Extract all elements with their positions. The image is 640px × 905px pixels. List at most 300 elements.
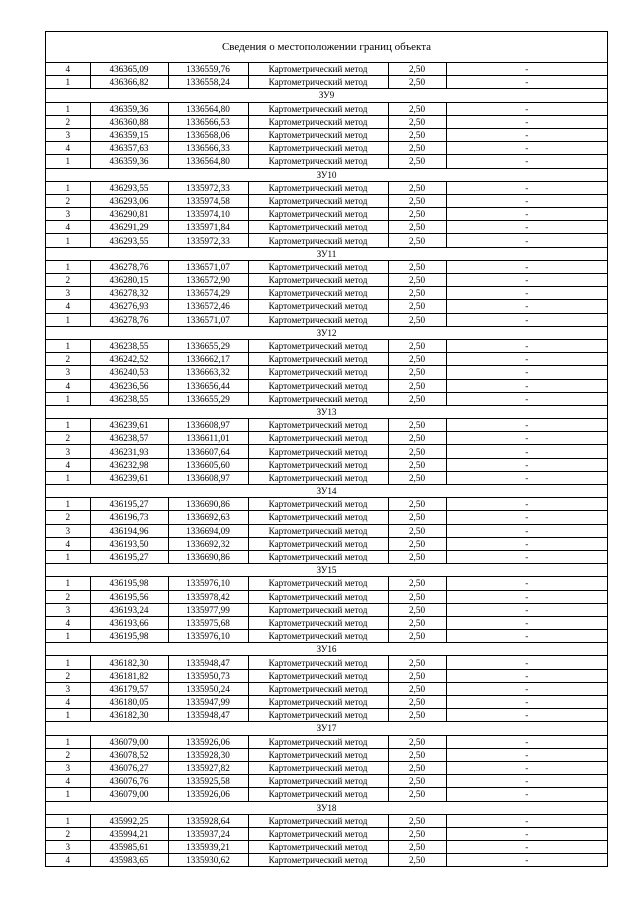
note-cell: - bbox=[446, 761, 607, 774]
method-cell: Картометрический метод bbox=[248, 550, 388, 563]
y-coordinate-cell: 1335976,10 bbox=[168, 577, 248, 590]
table-row bbox=[46, 775, 607, 788]
x-coordinate-cell: 436239,61 bbox=[90, 471, 168, 484]
table-row bbox=[46, 761, 607, 774]
method-cell: Картометрический метод bbox=[248, 445, 388, 458]
accuracy-cell: 2,50 bbox=[388, 498, 446, 511]
method-cell: Картометрический метод bbox=[248, 854, 388, 867]
accuracy-cell: 2,50 bbox=[388, 366, 446, 379]
accuracy-cell: 2,50 bbox=[388, 709, 446, 722]
group-label: ЗУ14 bbox=[46, 485, 607, 498]
method-cell: Картометрический метод bbox=[248, 392, 388, 405]
note-cell: - bbox=[446, 748, 607, 761]
method-cell: Картометрический метод bbox=[248, 682, 388, 695]
group-label: ЗУ13 bbox=[46, 405, 607, 418]
x-coordinate-cell: 436360,88 bbox=[90, 115, 168, 128]
note-cell: - bbox=[446, 102, 607, 115]
method-cell: Картометрический метод bbox=[248, 735, 388, 748]
note-cell: - bbox=[446, 194, 607, 207]
point-number-cell: 1 bbox=[46, 550, 90, 563]
coordinates-table bbox=[46, 63, 607, 866]
table-row bbox=[46, 392, 607, 405]
table-row bbox=[46, 669, 607, 682]
point-number-cell: 1 bbox=[46, 181, 90, 194]
point-number-cell: 1 bbox=[46, 419, 90, 432]
x-coordinate-cell: 436359,15 bbox=[90, 128, 168, 141]
x-coordinate-cell: 436357,63 bbox=[90, 142, 168, 155]
table-row bbox=[46, 577, 607, 590]
accuracy-cell: 2,50 bbox=[388, 471, 446, 484]
method-cell: Картометрический метод bbox=[248, 696, 388, 709]
x-coordinate-cell: 436242,52 bbox=[90, 353, 168, 366]
table-row bbox=[46, 155, 607, 168]
method-cell: Картометрический метод bbox=[248, 775, 388, 788]
point-number-cell: 2 bbox=[46, 353, 90, 366]
y-coordinate-cell: 1336663,32 bbox=[168, 366, 248, 379]
accuracy-cell: 2,50 bbox=[388, 142, 446, 155]
point-number-cell: 3 bbox=[46, 761, 90, 774]
method-cell: Картометрический метод bbox=[248, 208, 388, 221]
note-cell: - bbox=[446, 656, 607, 669]
accuracy-cell: 2,50 bbox=[388, 181, 446, 194]
x-coordinate-cell: 436278,76 bbox=[90, 260, 168, 273]
x-coordinate-cell: 436076,76 bbox=[90, 775, 168, 788]
point-number-cell: 2 bbox=[46, 748, 90, 761]
table-row bbox=[46, 208, 607, 221]
table-row bbox=[46, 115, 607, 128]
table-row bbox=[46, 709, 607, 722]
method-cell: Картометрический метод bbox=[248, 76, 388, 89]
point-number-cell: 1 bbox=[46, 260, 90, 273]
y-coordinate-cell: 1336608,97 bbox=[168, 471, 248, 484]
x-coordinate-cell: 436359,36 bbox=[90, 155, 168, 168]
x-coordinate-cell: 436180,05 bbox=[90, 696, 168, 709]
point-number-cell: 2 bbox=[46, 274, 90, 287]
x-coordinate-cell: 436182,30 bbox=[90, 709, 168, 722]
point-number-cell: 1 bbox=[46, 577, 90, 590]
note-cell: - bbox=[446, 669, 607, 682]
table-row bbox=[46, 339, 607, 352]
table-row bbox=[46, 181, 607, 194]
y-coordinate-cell: 1336564,80 bbox=[168, 155, 248, 168]
point-number-cell: 4 bbox=[46, 458, 90, 471]
table-row bbox=[46, 234, 607, 247]
point-number-cell: 1 bbox=[46, 392, 90, 405]
accuracy-cell: 2,50 bbox=[388, 577, 446, 590]
table-row bbox=[46, 630, 607, 643]
note-cell: - bbox=[446, 696, 607, 709]
accuracy-cell: 2,50 bbox=[388, 260, 446, 273]
note-cell: - bbox=[446, 775, 607, 788]
point-number-cell: 1 bbox=[46, 735, 90, 748]
point-number-cell: 2 bbox=[46, 827, 90, 840]
x-coordinate-cell: 435985,61 bbox=[90, 841, 168, 854]
method-cell: Картометрический метод bbox=[248, 353, 388, 366]
y-coordinate-cell: 1335927,82 bbox=[168, 761, 248, 774]
y-coordinate-cell: 1336692,63 bbox=[168, 511, 248, 524]
point-number-cell: 3 bbox=[46, 524, 90, 537]
x-coordinate-cell: 436079,00 bbox=[90, 735, 168, 748]
point-number-cell: 1 bbox=[46, 155, 90, 168]
method-cell: Картометрический метод bbox=[248, 379, 388, 392]
method-cell: Картометрический метод bbox=[248, 709, 388, 722]
y-coordinate-cell: 1336608,97 bbox=[168, 419, 248, 432]
y-coordinate-cell: 1336572,46 bbox=[168, 300, 248, 313]
group-header-row bbox=[46, 326, 607, 339]
point-number-cell: 1 bbox=[46, 339, 90, 352]
accuracy-cell: 2,50 bbox=[388, 682, 446, 695]
method-cell: Картометрический метод bbox=[248, 313, 388, 326]
method-cell: Картометрический метод bbox=[248, 748, 388, 761]
note-cell: - bbox=[446, 287, 607, 300]
method-cell: Картометрический метод bbox=[248, 841, 388, 854]
point-number-cell: 3 bbox=[46, 682, 90, 695]
table-row bbox=[46, 194, 607, 207]
accuracy-cell: 2,50 bbox=[388, 656, 446, 669]
note-cell: - bbox=[446, 353, 607, 366]
accuracy-cell: 2,50 bbox=[388, 788, 446, 801]
point-number-cell: 4 bbox=[46, 854, 90, 867]
group-label: ЗУ17 bbox=[46, 722, 607, 735]
x-coordinate-cell: 436078,52 bbox=[90, 748, 168, 761]
group-label: ЗУ18 bbox=[46, 801, 607, 814]
method-cell: Картометрический метод bbox=[248, 300, 388, 313]
note-cell: - bbox=[446, 300, 607, 313]
method-cell: Картометрический метод bbox=[248, 511, 388, 524]
table-row bbox=[46, 300, 607, 313]
accuracy-cell: 2,50 bbox=[388, 339, 446, 352]
group-label: ЗУ10 bbox=[46, 168, 607, 181]
accuracy-cell: 2,50 bbox=[388, 854, 446, 867]
accuracy-cell: 2,50 bbox=[388, 115, 446, 128]
accuracy-cell: 2,50 bbox=[388, 537, 446, 550]
accuracy-cell: 2,50 bbox=[388, 590, 446, 603]
x-coordinate-cell: 436193,24 bbox=[90, 603, 168, 616]
note-cell: - bbox=[446, 537, 607, 550]
accuracy-cell: 2,50 bbox=[388, 392, 446, 405]
point-number-cell: 1 bbox=[46, 234, 90, 247]
point-number-cell: 4 bbox=[46, 221, 90, 234]
method-cell: Картометрический метод bbox=[248, 656, 388, 669]
note-cell: - bbox=[446, 366, 607, 379]
y-coordinate-cell: 1336692,32 bbox=[168, 537, 248, 550]
table-row bbox=[46, 471, 607, 484]
table-row bbox=[46, 814, 607, 827]
x-coordinate-cell: 436076,27 bbox=[90, 761, 168, 774]
y-coordinate-cell: 1336605,60 bbox=[168, 458, 248, 471]
table-row bbox=[46, 76, 607, 89]
method-cell: Картометрический метод bbox=[248, 155, 388, 168]
note-cell: - bbox=[446, 616, 607, 629]
accuracy-cell: 2,50 bbox=[388, 445, 446, 458]
table-row bbox=[46, 603, 607, 616]
note-cell: - bbox=[446, 155, 607, 168]
point-number-cell: 1 bbox=[46, 709, 90, 722]
group-label: ЗУ12 bbox=[46, 326, 607, 339]
point-number-cell: 4 bbox=[46, 775, 90, 788]
group-header-row bbox=[46, 485, 607, 498]
point-number-cell: 4 bbox=[46, 142, 90, 155]
group-header-row bbox=[46, 247, 607, 260]
group-label: ЗУ16 bbox=[46, 643, 607, 656]
accuracy-cell: 2,50 bbox=[388, 550, 446, 563]
point-number-cell: 1 bbox=[46, 76, 90, 89]
table-row bbox=[46, 287, 607, 300]
method-cell: Картометрический метод bbox=[248, 577, 388, 590]
point-number-cell: 2 bbox=[46, 590, 90, 603]
table-row bbox=[46, 419, 607, 432]
accuracy-cell: 2,50 bbox=[388, 827, 446, 840]
x-coordinate-cell: 436359,36 bbox=[90, 102, 168, 115]
x-coordinate-cell: 436194,96 bbox=[90, 524, 168, 537]
y-coordinate-cell: 1336656,44 bbox=[168, 379, 248, 392]
group-header-row bbox=[46, 89, 607, 102]
method-cell: Картометрический метод bbox=[248, 221, 388, 234]
accuracy-cell: 2,50 bbox=[388, 603, 446, 616]
x-coordinate-cell: 436196,73 bbox=[90, 511, 168, 524]
method-cell: Картометрический метод bbox=[248, 814, 388, 827]
group-label: ЗУ15 bbox=[46, 564, 607, 577]
x-coordinate-cell: 435983,65 bbox=[90, 854, 168, 867]
method-cell: Картометрический метод bbox=[248, 274, 388, 287]
point-number-cell: 1 bbox=[46, 788, 90, 801]
x-coordinate-cell: 436195,98 bbox=[90, 577, 168, 590]
x-coordinate-cell: 436239,61 bbox=[90, 419, 168, 432]
point-number-cell: 2 bbox=[46, 511, 90, 524]
table-row bbox=[46, 260, 607, 273]
y-coordinate-cell: 1335928,30 bbox=[168, 748, 248, 761]
y-coordinate-cell: 1335939,21 bbox=[168, 841, 248, 854]
accuracy-cell: 2,50 bbox=[388, 696, 446, 709]
accuracy-cell: 2,50 bbox=[388, 511, 446, 524]
accuracy-cell: 2,50 bbox=[388, 524, 446, 537]
note-cell: - bbox=[446, 181, 607, 194]
table-row bbox=[46, 379, 607, 392]
note-cell: - bbox=[446, 577, 607, 590]
table-row bbox=[46, 524, 607, 537]
table-row bbox=[46, 854, 607, 867]
x-coordinate-cell: 436231,93 bbox=[90, 445, 168, 458]
table-row bbox=[46, 458, 607, 471]
accuracy-cell: 2,50 bbox=[388, 313, 446, 326]
method-cell: Картометрический метод bbox=[248, 128, 388, 141]
x-coordinate-cell: 436238,55 bbox=[90, 339, 168, 352]
point-number-cell: 4 bbox=[46, 63, 90, 76]
y-coordinate-cell: 1335974,10 bbox=[168, 208, 248, 221]
note-cell: - bbox=[446, 379, 607, 392]
y-coordinate-cell: 1336571,07 bbox=[168, 313, 248, 326]
method-cell: Картометрический метод bbox=[248, 234, 388, 247]
x-coordinate-cell: 436240,53 bbox=[90, 366, 168, 379]
method-cell: Картометрический метод bbox=[248, 194, 388, 207]
point-number-cell: 4 bbox=[46, 616, 90, 629]
group-header-row bbox=[46, 722, 607, 735]
x-coordinate-cell: 436079,00 bbox=[90, 788, 168, 801]
method-cell: Картометрический метод bbox=[248, 458, 388, 471]
note-cell: - bbox=[446, 221, 607, 234]
x-coordinate-cell: 436366,82 bbox=[90, 76, 168, 89]
note-cell: - bbox=[446, 76, 607, 89]
x-coordinate-cell: 436195,27 bbox=[90, 498, 168, 511]
group-label: ЗУ11 bbox=[46, 247, 607, 260]
y-coordinate-cell: 1336690,86 bbox=[168, 498, 248, 511]
y-coordinate-cell: 1336568,06 bbox=[168, 128, 248, 141]
method-cell: Картометрический метод bbox=[248, 366, 388, 379]
accuracy-cell: 2,50 bbox=[388, 102, 446, 115]
accuracy-cell: 2,50 bbox=[388, 128, 446, 141]
y-coordinate-cell: 1335971,84 bbox=[168, 221, 248, 234]
note-cell: - bbox=[446, 709, 607, 722]
group-header-row bbox=[46, 643, 607, 656]
accuracy-cell: 2,50 bbox=[388, 221, 446, 234]
table-row bbox=[46, 353, 607, 366]
group-header-row bbox=[46, 801, 607, 814]
group-header-row bbox=[46, 168, 607, 181]
table-row bbox=[46, 537, 607, 550]
note-cell: - bbox=[446, 392, 607, 405]
note-cell: - bbox=[446, 471, 607, 484]
y-coordinate-cell: 1336655,29 bbox=[168, 392, 248, 405]
point-number-cell: 1 bbox=[46, 498, 90, 511]
accuracy-cell: 2,50 bbox=[388, 814, 446, 827]
accuracy-cell: 2,50 bbox=[388, 841, 446, 854]
note-cell: - bbox=[446, 841, 607, 854]
note-cell: - bbox=[446, 511, 607, 524]
y-coordinate-cell: 1336566,33 bbox=[168, 142, 248, 155]
point-number-cell: 3 bbox=[46, 366, 90, 379]
note-cell: - bbox=[446, 458, 607, 471]
x-coordinate-cell: 436193,50 bbox=[90, 537, 168, 550]
method-cell: Картометрический метод bbox=[248, 524, 388, 537]
table-row bbox=[46, 498, 607, 511]
x-coordinate-cell: 436195,27 bbox=[90, 550, 168, 563]
table-row bbox=[46, 550, 607, 563]
method-cell: Картометрический метод bbox=[248, 616, 388, 629]
x-coordinate-cell: 436181,82 bbox=[90, 669, 168, 682]
x-coordinate-cell: 436232,98 bbox=[90, 458, 168, 471]
note-cell: - bbox=[446, 590, 607, 603]
point-number-cell: 2 bbox=[46, 115, 90, 128]
method-cell: Картометрический метод bbox=[248, 287, 388, 300]
point-number-cell: 3 bbox=[46, 445, 90, 458]
method-cell: Картометрический метод bbox=[248, 142, 388, 155]
accuracy-cell: 2,50 bbox=[388, 76, 446, 89]
y-coordinate-cell: 1335930,62 bbox=[168, 854, 248, 867]
note-cell: - bbox=[446, 630, 607, 643]
point-number-cell: 1 bbox=[46, 814, 90, 827]
accuracy-cell: 2,50 bbox=[388, 432, 446, 445]
table-row bbox=[46, 788, 607, 801]
method-cell: Картометрический метод bbox=[248, 827, 388, 840]
x-coordinate-cell: 436293,55 bbox=[90, 234, 168, 247]
method-cell: Картометрический метод bbox=[248, 669, 388, 682]
coordinates-document bbox=[45, 31, 608, 867]
note-cell: - bbox=[446, 827, 607, 840]
accuracy-cell: 2,50 bbox=[388, 748, 446, 761]
note-cell: - bbox=[446, 339, 607, 352]
note-cell: - bbox=[446, 550, 607, 563]
y-coordinate-cell: 1335974,58 bbox=[168, 194, 248, 207]
note-cell: - bbox=[446, 128, 607, 141]
point-number-cell: 3 bbox=[46, 208, 90, 221]
y-coordinate-cell: 1335928,64 bbox=[168, 814, 248, 827]
point-number-cell: 1 bbox=[46, 630, 90, 643]
method-cell: Картометрический метод bbox=[248, 181, 388, 194]
y-coordinate-cell: 1335950,24 bbox=[168, 682, 248, 695]
method-cell: Картометрический метод bbox=[248, 432, 388, 445]
x-coordinate-cell: 436293,55 bbox=[90, 181, 168, 194]
table-row bbox=[46, 696, 607, 709]
note-cell: - bbox=[446, 274, 607, 287]
point-number-cell: 3 bbox=[46, 128, 90, 141]
table-row bbox=[46, 128, 607, 141]
note-cell: - bbox=[446, 788, 607, 801]
accuracy-cell: 2,50 bbox=[388, 458, 446, 471]
method-cell: Картометрический метод bbox=[248, 471, 388, 484]
table-row bbox=[46, 221, 607, 234]
group-header-row bbox=[46, 405, 607, 418]
point-number-cell: 1 bbox=[46, 313, 90, 326]
note-cell: - bbox=[446, 682, 607, 695]
y-coordinate-cell: 1335978,42 bbox=[168, 590, 248, 603]
accuracy-cell: 2,50 bbox=[388, 63, 446, 76]
y-coordinate-cell: 1335937,24 bbox=[168, 827, 248, 840]
x-coordinate-cell: 436195,56 bbox=[90, 590, 168, 603]
x-coordinate-cell: 436278,32 bbox=[90, 287, 168, 300]
accuracy-cell: 2,50 bbox=[388, 630, 446, 643]
accuracy-cell: 2,50 bbox=[388, 274, 446, 287]
table-row bbox=[46, 142, 607, 155]
y-coordinate-cell: 1335976,10 bbox=[168, 630, 248, 643]
point-number-cell: 1 bbox=[46, 656, 90, 669]
point-number-cell: 4 bbox=[46, 537, 90, 550]
accuracy-cell: 2,50 bbox=[388, 669, 446, 682]
accuracy-cell: 2,50 bbox=[388, 155, 446, 168]
x-coordinate-cell: 436179,57 bbox=[90, 682, 168, 695]
accuracy-cell: 2,50 bbox=[388, 208, 446, 221]
x-coordinate-cell: 435994,21 bbox=[90, 827, 168, 840]
table-row bbox=[46, 313, 607, 326]
x-coordinate-cell: 436278,76 bbox=[90, 313, 168, 326]
group-label: ЗУ9 bbox=[46, 89, 607, 102]
group-header-row bbox=[46, 564, 607, 577]
method-cell: Картометрический метод bbox=[248, 419, 388, 432]
accuracy-cell: 2,50 bbox=[388, 775, 446, 788]
accuracy-cell: 2,50 bbox=[388, 194, 446, 207]
accuracy-cell: 2,50 bbox=[388, 419, 446, 432]
table-row bbox=[46, 748, 607, 761]
x-coordinate-cell: 436291,29 bbox=[90, 221, 168, 234]
x-coordinate-cell: 436182,30 bbox=[90, 656, 168, 669]
y-coordinate-cell: 1335926,06 bbox=[168, 735, 248, 748]
point-number-cell: 2 bbox=[46, 194, 90, 207]
method-cell: Картометрический метод bbox=[248, 102, 388, 115]
note-cell: - bbox=[446, 814, 607, 827]
y-coordinate-cell: 1335972,33 bbox=[168, 181, 248, 194]
y-coordinate-cell: 1336559,76 bbox=[168, 63, 248, 76]
note-cell: - bbox=[446, 432, 607, 445]
point-number-cell: 1 bbox=[46, 471, 90, 484]
note-cell: - bbox=[446, 524, 607, 537]
y-coordinate-cell: 1335947,99 bbox=[168, 696, 248, 709]
point-number-cell: 3 bbox=[46, 287, 90, 300]
note-cell: - bbox=[446, 115, 607, 128]
accuracy-cell: 2,50 bbox=[388, 300, 446, 313]
y-coordinate-cell: 1336574,29 bbox=[168, 287, 248, 300]
x-coordinate-cell: 436238,57 bbox=[90, 432, 168, 445]
point-number-cell: 4 bbox=[46, 696, 90, 709]
x-coordinate-cell: 436276,93 bbox=[90, 300, 168, 313]
